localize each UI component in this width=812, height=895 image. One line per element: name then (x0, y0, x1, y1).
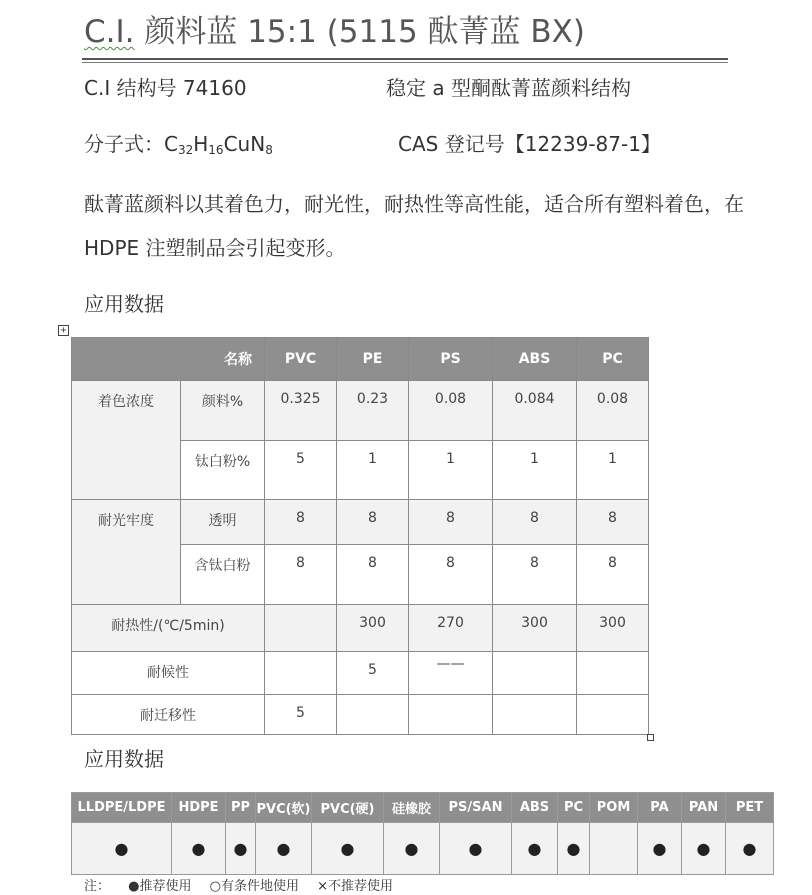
formula-cun: CuN (223, 132, 266, 156)
header-pc: PC (558, 793, 590, 823)
table-cell: 8 (577, 500, 649, 545)
table-cell: 5 (265, 695, 337, 735)
recommended-mark: ● (440, 823, 512, 875)
table-resize-handle[interactable] (647, 734, 654, 741)
table-cell: 8 (265, 545, 337, 605)
table-cell (265, 605, 337, 652)
row-label: 耐候性 (72, 652, 265, 695)
page-title (84, 6, 585, 51)
table-cell: 8 (493, 545, 577, 605)
header-hdpe: HDPE (172, 793, 226, 823)
table-cell: 300 (493, 605, 577, 652)
header-pa: PA (638, 793, 682, 823)
header-ps: PS (409, 338, 493, 381)
recommended-mark: ● (226, 823, 256, 875)
title-main: 颜料蓝 15:1 (5115 酞菁蓝 BX) (134, 14, 585, 50)
header-pan: PAN (682, 793, 726, 823)
legend (84, 875, 407, 894)
structure-text: 稳定 a 型酮酞菁蓝颜料结构 (386, 76, 631, 100)
formula-c: C (164, 132, 178, 156)
header-silicone-rubber: 硅橡胶 (384, 793, 440, 823)
section-title-2: 应用数据 (84, 747, 164, 771)
recommended-mark: ● (312, 823, 384, 875)
table-row (72, 500, 649, 545)
recommended-mark: ● (172, 823, 226, 875)
recommended-mark: ● (638, 823, 682, 875)
title-prefix: C.I. (84, 14, 135, 50)
recommended-mark: ● (512, 823, 558, 875)
group-lightfastness: 耐光牢度 (72, 500, 181, 605)
table-header-row (72, 338, 649, 381)
row-label: 颜料% (181, 381, 265, 441)
table-cell: 1 (493, 441, 577, 500)
molecular-formula (84, 128, 273, 157)
application-data-table (71, 337, 649, 735)
table-cell (337, 695, 409, 735)
formula-label: 分子式： (84, 132, 164, 156)
table-cell: 5 (265, 441, 337, 500)
table-cell: 0.084 (493, 381, 577, 441)
table-cell: 0.08 (409, 381, 493, 441)
recommended-mark: ● (558, 823, 590, 875)
table-cell: 1 (577, 441, 649, 500)
table-row (72, 652, 649, 695)
table-cell: 8 (337, 500, 409, 545)
row-label: 透明 (181, 500, 265, 545)
table-cell: 8 (337, 545, 409, 605)
table-cell: 8 (493, 500, 577, 545)
formula-c-count: 32 (177, 143, 194, 157)
legend-conditional: ○有条件地使用 (209, 879, 299, 894)
header-pvc-rigid: PVC(硬) (312, 793, 384, 823)
ci-number: C.I 结构号 74160 (84, 76, 247, 100)
table-cell: 8 (265, 500, 337, 545)
table-cell (577, 695, 649, 735)
table-cell (577, 652, 649, 695)
table-cell: 8 (577, 545, 649, 605)
legend-not-recommended: ×不推荐使用 (317, 879, 394, 894)
table-cell: 5 (337, 652, 409, 695)
header-pvc-soft: PVC(软) (256, 793, 312, 823)
table-cell: 0.23 (337, 381, 409, 441)
table-cell (409, 695, 493, 735)
table-row (72, 605, 649, 652)
description: 酞菁蓝颜料以其着色力，耐光性，耐热性等高性能，适合所有塑料着色，在 HDPE 注塑制品会引起变形。 (84, 192, 744, 260)
header-name: 名称 (72, 338, 265, 381)
table-cell (493, 652, 577, 695)
table-cell: 1 (337, 441, 409, 500)
table-cell (493, 695, 577, 735)
table-row (72, 695, 649, 735)
application-suitability-table (71, 792, 774, 875)
table-cell: 300 (337, 605, 409, 652)
table-cell: 8 (409, 500, 493, 545)
header-pvc: PVC (265, 338, 337, 381)
header-abs: ABS (493, 338, 577, 381)
header-pom: POM (590, 793, 638, 823)
suitability-value-row (72, 823, 774, 875)
table-cell: 300 (577, 605, 649, 652)
recommended-mark: ● (256, 823, 312, 875)
group-tinting-strength: 着色浓度 (72, 381, 181, 500)
recommended-mark: ● (682, 823, 726, 875)
row-label: 钛白粉% (181, 441, 265, 500)
table-cell: —— (409, 652, 493, 695)
formula-h-count: 16 (208, 143, 224, 157)
section-title-1: 应用数据 (84, 292, 164, 316)
header-ps-san: PS/SAN (440, 793, 512, 823)
empty-mark (590, 823, 638, 875)
table-move-handle-icon[interactable]: + (58, 325, 69, 336)
legend-prefix: 注： (84, 879, 111, 894)
formula-n-count: 8 (265, 143, 273, 157)
header-pet: PET (726, 793, 774, 823)
table-row (72, 381, 649, 441)
row-label: 含钛白粉 (181, 545, 265, 605)
cas-number: CAS 登记号【12239-87-1】 (398, 132, 661, 156)
recommended-mark: ● (72, 823, 172, 875)
table-cell: 0.08 (577, 381, 649, 441)
header-pe: PE (337, 338, 409, 381)
recommended-mark: ● (384, 823, 440, 875)
recommended-mark: ● (726, 823, 774, 875)
row-label: 耐迁移性 (72, 695, 265, 735)
formula-h: H (193, 132, 209, 156)
suitability-header-row (72, 793, 774, 823)
legend-recommended: ●推荐使用 (128, 879, 192, 894)
header-lldpe-ldpe: LLDPE/LDPE (72, 793, 172, 823)
title-rule-top (82, 58, 728, 60)
title-rule-bottom (82, 62, 728, 63)
row-label: 耐热性/(℃/5min) (72, 605, 265, 652)
header-pc: PC (577, 338, 649, 381)
table-cell: 8 (409, 545, 493, 605)
table-cell: 1 (409, 441, 493, 500)
header-abs: ABS (512, 793, 558, 823)
table-cell: 0.325 (265, 381, 337, 441)
header-pp: PP (226, 793, 256, 823)
table-cell: 270 (409, 605, 493, 652)
table-cell (265, 652, 337, 695)
